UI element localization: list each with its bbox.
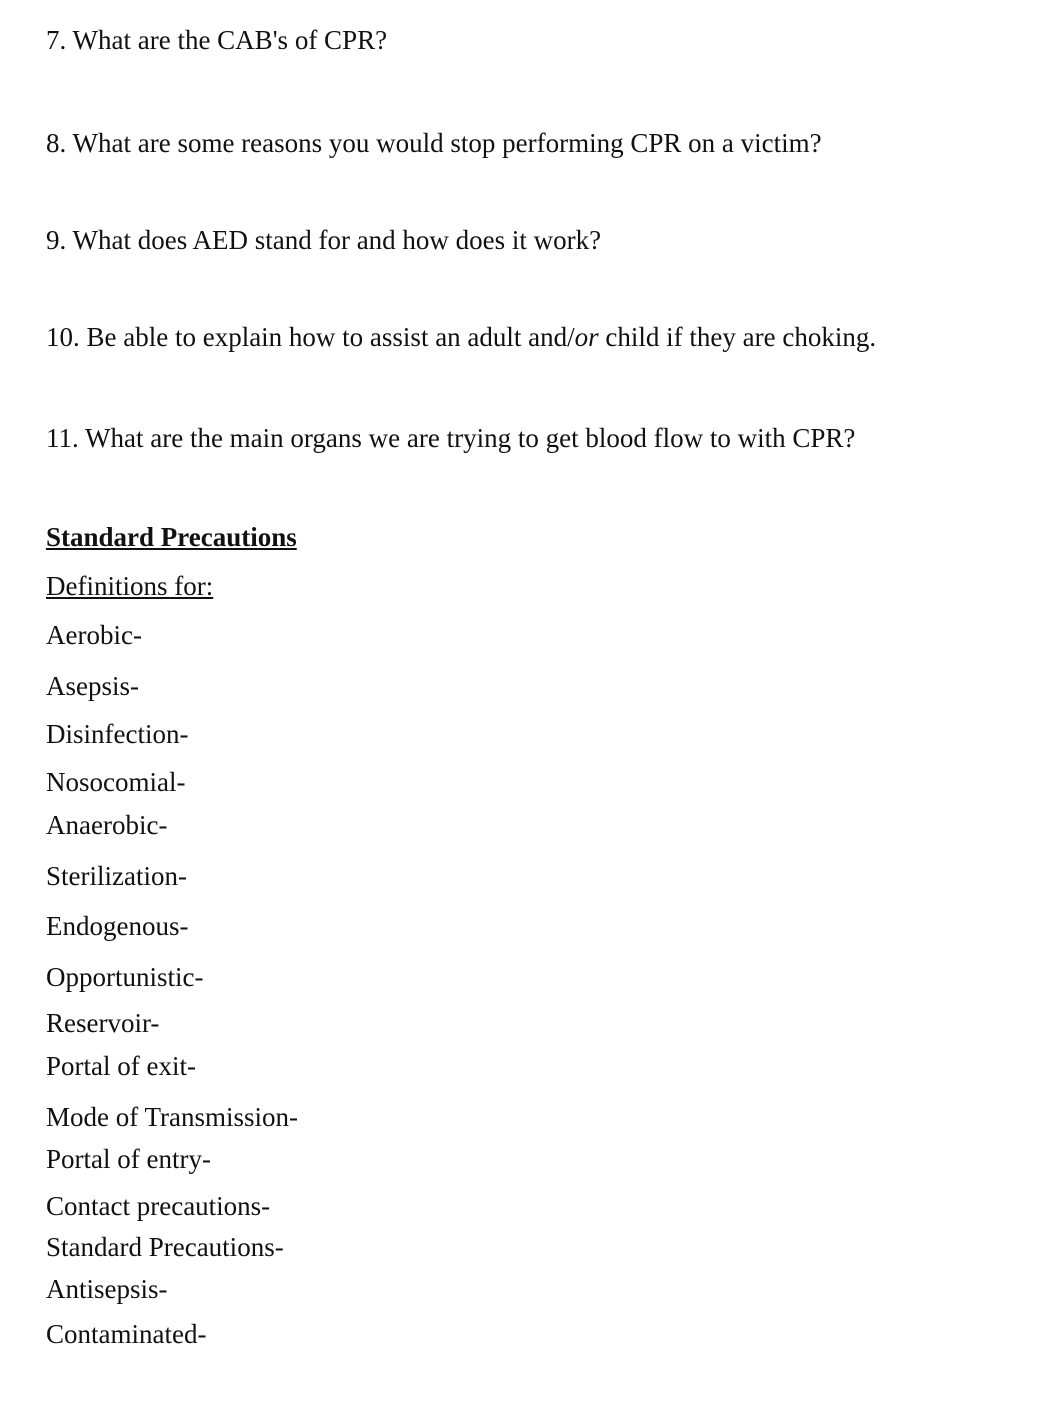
term-contaminated: Contaminated-	[46, 1319, 207, 1349]
term-endogenous: Endogenous-	[46, 911, 189, 941]
question-7: 7. What are the CAB's of CPR?	[46, 25, 388, 55]
term-nosocomial: Nosocomial-	[46, 767, 186, 797]
question-8: 8. What are some reasons you would stop performing CPR on a victim?	[46, 128, 822, 158]
question-10-part-1: 10. Be able to explain how to assist an adult and/	[46, 322, 575, 352]
term-mode-of-transmission: Mode of Transmission-	[46, 1102, 299, 1132]
term-aerobic: Aerobic-	[46, 620, 142, 650]
term-anaerobic: Anaerobic-	[46, 810, 168, 840]
term-antisepsis: Antisepsis-	[46, 1274, 168, 1304]
term-reservoir: Reservoir-	[46, 1008, 160, 1038]
term-sterilization: Sterilization-	[46, 861, 187, 891]
question-10-italic-or: or	[574, 322, 599, 352]
term-contact-precautions: Contact precautions-	[46, 1191, 271, 1221]
term-asepsis: Asepsis-	[46, 671, 139, 701]
term-standard-precautions: Standard Precautions-	[46, 1232, 284, 1262]
term-portal-of-exit: Portal of exit-	[46, 1051, 196, 1081]
term-disinfection: Disinfection-	[46, 719, 189, 749]
question-9: 9. What does AED stand for and how does it work?	[46, 225, 602, 255]
question-10	[46, 321, 876, 353]
question-11: 11. What are the main organs we are trying to get blood flow to with CPR?	[46, 423, 856, 453]
question-10-part-2: child if they are choking.	[598, 322, 877, 352]
section-heading: Standard Precautions	[46, 522, 297, 552]
definitions-subheading: Definitions for:	[46, 571, 214, 601]
term-portal-of-entry: Portal of entry-	[46, 1144, 211, 1174]
term-opportunistic: Opportunistic-	[46, 962, 204, 992]
